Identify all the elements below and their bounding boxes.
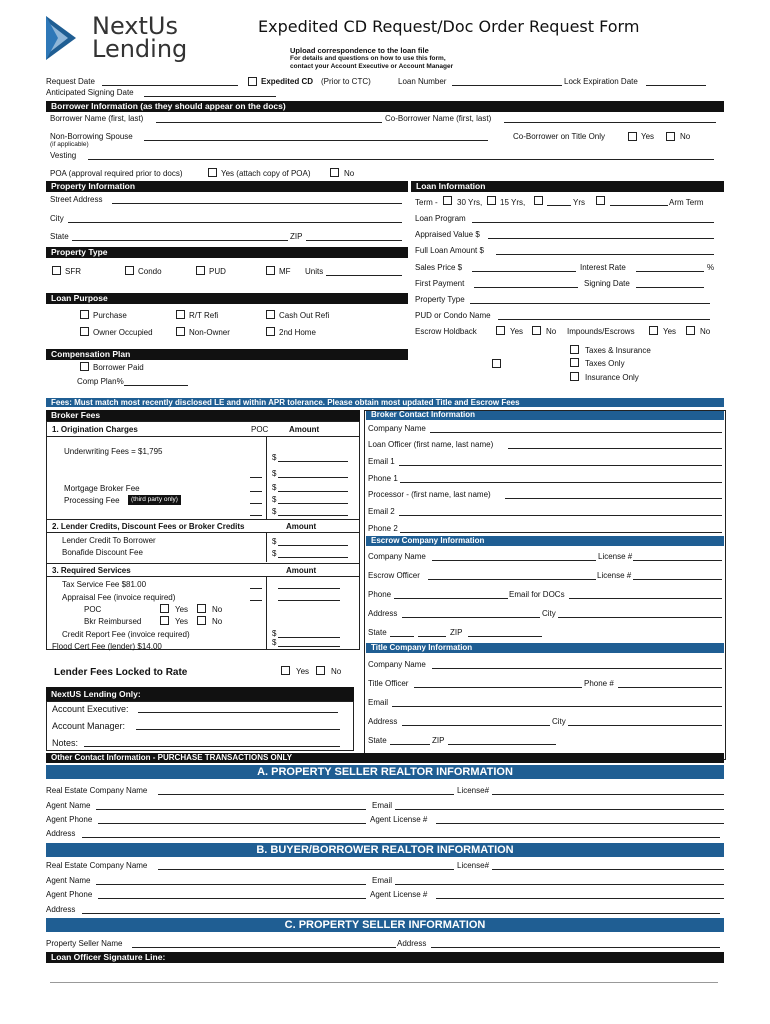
signing-date-label: Anticipated Signing Date	[46, 88, 134, 97]
locked-yes-label: Yes	[296, 667, 310, 676]
taxes-ins-label: Taxes & Insurance	[585, 346, 651, 355]
bc-phone2-label: Phone 2	[368, 524, 398, 533]
pud-condo-field[interactable]	[498, 311, 710, 320]
holdback-no-label: No	[546, 327, 557, 336]
interest-field[interactable]	[636, 263, 704, 272]
second-home-label: 2nd Home	[279, 328, 316, 337]
tc-address-label: Address	[368, 717, 398, 726]
vesting-field[interactable]	[88, 151, 714, 160]
credit-report-label: Credit Report Fee (invoice required)	[62, 630, 190, 639]
c-address-label: Address	[397, 939, 427, 948]
pud-condo-label: PUD or Condo Name	[415, 311, 491, 320]
mbf-amount-field[interactable]	[278, 483, 348, 492]
comp-bar: Compensation Plan	[46, 349, 408, 360]
orig-label: 1. Origination Charges	[52, 425, 138, 434]
coborrower-name-label: Co-Borrower Name (first, last)	[385, 114, 492, 123]
locked-no-label: No	[331, 667, 342, 676]
poa-no-label: No	[344, 169, 355, 178]
broker-contact-bar: Broker Contact Information	[366, 410, 724, 420]
dollar-4: $	[272, 495, 277, 504]
property-bar: Property Information	[46, 181, 408, 192]
esc-license-label: License #	[598, 552, 633, 561]
divider	[266, 532, 267, 562]
b-email-field[interactable]	[395, 876, 724, 885]
units-field[interactable]	[326, 267, 402, 276]
c-address-field[interactable]	[431, 939, 720, 948]
esc-state-field[interactable]	[390, 628, 414, 637]
impounds-no-label: No	[700, 327, 711, 336]
tc-company-label: Company Name	[368, 660, 426, 669]
state-label: State	[50, 232, 69, 241]
first-payment-field[interactable]	[474, 279, 578, 288]
am-label: Account Manager:	[52, 721, 126, 731]
a-agent-license-label: Agent License #	[370, 815, 428, 824]
esc-state-label: State	[368, 628, 387, 637]
a-license-label: License#	[457, 786, 490, 795]
bc-lo-field[interactable]	[508, 440, 722, 449]
esc-phone-field[interactable]	[394, 590, 508, 599]
dollar-8: $	[272, 629, 277, 638]
flood-field[interactable]	[278, 638, 340, 647]
nbs-field[interactable]	[144, 132, 488, 141]
mbf-poc-field[interactable]	[250, 483, 262, 492]
tc-company-field[interactable]	[432, 660, 722, 669]
extra-amount-field[interactable]	[278, 507, 348, 516]
esc-email-docs-field[interactable]	[569, 590, 722, 599]
city-label: City	[50, 214, 64, 223]
tc-email-label: Email	[368, 698, 389, 707]
comp-plan-field[interactable]	[124, 377, 188, 386]
arm-term-field[interactable]	[610, 197, 668, 206]
credit-report-field[interactable]	[278, 629, 340, 638]
amount-header-2: Amount	[286, 522, 317, 531]
bc-phone-field[interactable]	[400, 474, 722, 483]
third-party-badge: (third party only)	[128, 495, 181, 505]
esc-officer-field[interactable]	[428, 571, 596, 580]
a-agent-label: Agent Name	[46, 801, 91, 810]
city-field[interactable]	[68, 214, 402, 223]
arm-term-label: Arm Term	[669, 198, 704, 207]
impounds-yes-checkbox[interactable]	[649, 326, 658, 335]
esc-phone-label: Phone	[368, 590, 392, 599]
borrower-name-field[interactable]	[156, 114, 382, 123]
signing-date-field[interactable]	[144, 88, 276, 97]
esc-license-field[interactable]	[633, 552, 722, 561]
lock-exp-label: Lock Expiration Date	[564, 77, 638, 86]
taxes-only-left-checkbox[interactable]	[492, 359, 501, 368]
dollar-3: $	[272, 483, 277, 492]
holdback-yes-label: Yes	[510, 327, 524, 336]
state-field[interactable]	[72, 232, 288, 241]
b-license-field[interactable]	[492, 861, 724, 870]
mortgage-broker-label: Mortgage Broker Fee	[64, 484, 140, 493]
appraisal-amount-field[interactable]	[278, 592, 340, 601]
term-years-field[interactable]	[547, 197, 571, 206]
bc-lo-label: Loan Officer (first name, last name)	[368, 440, 494, 449]
expedited-cd-checkbox[interactable]	[248, 77, 257, 86]
street-field[interactable]	[112, 195, 402, 204]
first-payment-label: First Payment	[415, 279, 465, 288]
b-company-field[interactable]	[158, 861, 454, 870]
am-field[interactable]	[136, 721, 340, 730]
condo-label: Condo	[138, 267, 162, 276]
loan-program-field[interactable]	[472, 214, 714, 223]
purchase-checkbox[interactable]	[80, 310, 89, 319]
logo-mark-icon	[44, 14, 78, 62]
nonowner-label: Non-Owner	[189, 328, 230, 337]
a-agent-field[interactable]	[96, 801, 366, 810]
bc-processor-label: Processor - (first name, last name)	[368, 490, 491, 499]
zip-label: ZIP	[290, 232, 303, 241]
prior-ctc-label: (Prior to CTC)	[321, 77, 371, 86]
condo-checkbox[interactable]	[125, 266, 134, 275]
flood-label: Flood Cert Fee (lender) $14.00	[52, 642, 162, 651]
esc-company-label: Company Name	[368, 552, 426, 561]
esc-city-label: City	[542, 609, 556, 618]
borrower-paid-checkbox[interactable]	[80, 362, 89, 371]
street-label: Street Address	[50, 195, 103, 204]
tax-service-label: Tax Service Fee $81.00	[62, 580, 147, 589]
uw-amount-field[interactable]	[278, 453, 348, 462]
proc-poc-field[interactable]	[250, 495, 262, 504]
processing-label: Processing Fee	[64, 496, 120, 505]
a-phone-label: Agent Phone	[46, 815, 93, 824]
bc-email2-field[interactable]	[399, 507, 722, 516]
borrower-name-label: Borrower Name (first, last)	[50, 114, 144, 123]
term-label: Term -	[415, 198, 438, 207]
logo	[44, 14, 244, 64]
expedited-cd-label: Expedited CD	[261, 77, 314, 86]
request-date-field[interactable]	[102, 77, 238, 86]
loan-program-label: Loan Program	[415, 214, 466, 223]
divider	[266, 436, 267, 519]
b-email-label: Email	[372, 876, 393, 885]
co-title-label: Co-Borrower on Title Only	[513, 132, 606, 141]
interest-label: Interest Rate	[580, 263, 626, 272]
a-license-field[interactable]	[492, 786, 724, 795]
term-30-checkbox[interactable]	[443, 196, 452, 205]
poc-no-checkbox[interactable]	[197, 604, 206, 613]
bc-email2-label: Email 2	[368, 507, 395, 516]
b-license-label: License#	[457, 861, 490, 870]
full-amount-field[interactable]	[496, 246, 714, 255]
esc-email-docs-label: Email for DOCs	[509, 590, 565, 599]
tc-phone-label: Phone #	[584, 679, 614, 688]
subtitle-2: For details and questions on how to use this form,	[290, 55, 446, 62]
escrow-bar: Escrow Company Information	[366, 536, 724, 546]
form-title: Expedited CD Request/Doc Order Request Form	[258, 17, 640, 36]
tc-phone-field[interactable]	[618, 679, 722, 688]
section-a-bar: A. PROPERTY SELLER REALTOR INFORMATION	[46, 765, 724, 779]
amount-header-3: Amount	[286, 566, 317, 575]
dollar-9: $	[272, 638, 277, 647]
rt-checkbox[interactable]	[176, 310, 185, 319]
poc-header: POC	[251, 425, 269, 434]
mf-checkbox[interactable]	[266, 266, 275, 275]
owner-label: Owner Occupied	[93, 328, 153, 337]
tc-state-field[interactable]	[390, 736, 430, 745]
appraisal-label: Appraisal Fee (invoice required)	[62, 593, 176, 602]
pud-checkbox[interactable]	[196, 266, 205, 275]
ins-only-checkbox[interactable]	[570, 372, 579, 381]
a-email-field[interactable]	[395, 801, 724, 810]
amount-header-1: Amount	[289, 425, 320, 434]
zip-field[interactable]	[306, 232, 402, 241]
nonowner-checkbox[interactable]	[176, 327, 185, 336]
cashout-checkbox[interactable]	[266, 310, 275, 319]
b-agent-label: Agent Name	[46, 876, 91, 885]
full-amount-label: Full Loan Amount $	[415, 246, 484, 255]
poa-yes-checkbox[interactable]	[208, 168, 217, 177]
bc-company-field[interactable]	[430, 424, 722, 433]
locked-yes-checkbox[interactable]	[281, 666, 290, 675]
notes-label: Notes:	[52, 738, 79, 748]
loan-number-field[interactable]	[452, 77, 562, 86]
poc-label: POC	[84, 605, 102, 614]
b-agent-license-label: Agent License #	[370, 890, 428, 899]
section-b-bar: B. BUYER/BORROWER REALTOR INFORMATION	[46, 843, 724, 857]
title-co-bar: Title Company Information	[366, 643, 724, 653]
logo-text-2: Lending	[92, 35, 188, 63]
signature-field[interactable]	[50, 974, 718, 983]
subtitle-1: Upload correspondence to the loan file	[290, 46, 429, 55]
bkr-no-label: No	[212, 617, 223, 626]
prop-type-label: Property Type	[415, 295, 465, 304]
locked-no-checkbox[interactable]	[316, 666, 325, 675]
esc-city-field[interactable]	[558, 609, 722, 618]
other-contact-bar: Other Contact Information - PURCHASE TRANSACTIONS ONLY	[46, 753, 724, 763]
appraised-field[interactable]	[488, 230, 714, 239]
if-applicable-label: (if applicable)	[50, 141, 89, 148]
bc-phone-label: Phone 1	[368, 474, 398, 483]
tc-address-field[interactable]	[402, 717, 550, 726]
c-seller-field[interactable]	[132, 939, 396, 948]
dollar-7: $	[272, 549, 277, 558]
tax-poc-field[interactable]	[250, 580, 262, 589]
bkr-yes-label: Yes	[175, 617, 189, 626]
a-email-label: Email	[372, 801, 393, 810]
purpose-bar: Loan Purpose	[46, 293, 408, 304]
divider	[46, 576, 360, 577]
impounds-no-checkbox[interactable]	[686, 326, 695, 335]
c-seller-label: Property Seller Name	[46, 939, 123, 948]
term-30-label: 30 Yrs,	[457, 198, 483, 207]
term-15-label: 15 Yrs,	[500, 198, 526, 207]
signing-label: Signing Date	[584, 279, 630, 288]
underwriting-label: Underwriting Fees = $1,795	[64, 447, 163, 456]
prop-type-field[interactable]	[470, 295, 710, 304]
property-type-bar: Property Type	[46, 247, 408, 258]
fees-banner: Fees: Must match most recently disclosed LE and within APR tolerance. Please obtain most updated Title and Escrow Fees	[46, 398, 724, 407]
lock-exp-field[interactable]	[646, 77, 706, 86]
a-company-field[interactable]	[158, 786, 454, 795]
impounds-yes-label: Yes	[663, 327, 677, 336]
poc-no-label: No	[212, 605, 223, 614]
taxes-ins-checkbox[interactable]	[570, 345, 579, 354]
escrow-hold-label: Escrow Holdback	[415, 327, 477, 336]
coborrower-name-field[interactable]	[504, 114, 716, 123]
divider	[46, 532, 360, 533]
tc-officer-field[interactable]	[414, 679, 582, 688]
b-company-label: Real Estate Company Name	[46, 861, 148, 870]
tc-zip-label: ZIP	[432, 736, 445, 745]
loan-number-label: Loan Number	[398, 77, 447, 86]
esc-officer-label: Escrow Officer	[368, 571, 420, 580]
pct-label: %	[707, 263, 715, 272]
term-other-checkbox[interactable]	[534, 196, 543, 205]
taxes-only-label: Taxes Only	[585, 359, 625, 368]
poc-yes-checkbox[interactable]	[160, 604, 169, 613]
ae-label: Account Executive:	[52, 704, 129, 714]
borrower-paid-label: Borrower Paid	[93, 363, 144, 372]
bonafide-field[interactable]	[278, 549, 348, 558]
a-address-field[interactable]	[82, 829, 720, 838]
yrs-label: Yrs	[573, 198, 585, 207]
taxes-only-checkbox[interactable]	[570, 358, 579, 367]
divider	[46, 563, 360, 564]
cashout-label: Cash Out Refi	[279, 311, 330, 320]
esc-company-field[interactable]	[432, 552, 596, 561]
poc-yes-label: Yes	[175, 605, 189, 614]
tc-city-label: City	[552, 717, 566, 726]
arm-checkbox[interactable]	[596, 196, 605, 205]
a-company-label: Real Estate Company Name	[46, 786, 148, 795]
bc-email-field[interactable]	[399, 457, 722, 466]
co-title-no-label: No	[680, 132, 691, 141]
request-date-label: Request Date	[46, 77, 95, 86]
units-label: Units	[305, 267, 324, 276]
mf-label: MF	[279, 267, 291, 276]
poa-label: POA (approval required prior to docs)	[50, 169, 183, 178]
signature-bar: Loan Officer Signature Line:	[46, 952, 724, 963]
appraised-label: Appraised Value $	[415, 230, 480, 239]
nextus-bar: NextUS Lending Only:	[46, 687, 354, 701]
esc-zip-label: ZIP	[450, 628, 463, 637]
subtitle-3: contact your Account Executive or Account Manager	[290, 63, 454, 70]
broker-fees-bar: Broker Fees	[46, 410, 360, 421]
credit-borrower-label: Lender Credit To Borrower	[62, 536, 156, 545]
bc-phone2-field[interactable]	[400, 524, 722, 533]
dollar-2: $	[272, 469, 277, 478]
a-phone-field[interactable]	[98, 815, 366, 824]
signing-field[interactable]	[636, 279, 704, 288]
extra-poc-field[interactable]	[250, 507, 262, 516]
credit-borrower-field[interactable]	[278, 537, 348, 546]
pud-label: PUD	[209, 267, 226, 276]
sales-price-field[interactable]	[472, 263, 576, 272]
poa-yes-label: Yes (attach copy of POA)	[221, 169, 311, 178]
b-phone-label: Agent Phone	[46, 890, 93, 899]
vesting-label: Vesting	[50, 151, 77, 160]
sfr-label: SFR	[65, 267, 81, 276]
bc-email-label: Email 1	[368, 457, 395, 466]
b-address-field[interactable]	[82, 905, 720, 914]
bkr-no-checkbox[interactable]	[197, 616, 206, 625]
co-title-no-checkbox[interactable]	[666, 132, 675, 141]
a-address-label: Address	[46, 829, 76, 838]
term-15-checkbox[interactable]	[487, 196, 496, 205]
dollar-1: $	[272, 453, 277, 462]
bkr-reimb-label: Bkr Reimbursed	[84, 617, 142, 626]
b-agent-field[interactable]	[96, 876, 366, 885]
tax-amount-field[interactable]	[278, 580, 340, 589]
rt-label: R/T Refi	[189, 311, 219, 320]
dollar-6: $	[272, 537, 277, 546]
divider	[266, 576, 267, 650]
notes-field[interactable]	[84, 738, 340, 747]
esc-license2-label: License #	[597, 571, 632, 580]
fee-amount-field-2[interactable]	[278, 469, 348, 478]
bc-company-label: Company Name	[368, 424, 426, 433]
owner-checkbox[interactable]	[80, 327, 89, 336]
lender-credits-label: 2. Lender Credits, Discount Fees or Broker Credits	[52, 522, 245, 531]
tc-email-field[interactable]	[392, 698, 722, 707]
sales-price-label: Sales Price $	[415, 263, 463, 272]
co-title-yes-label: Yes	[641, 132, 655, 141]
proc-amount-field[interactable]	[278, 495, 348, 504]
bkr-yes-checkbox[interactable]	[160, 616, 169, 625]
impounds-label: Impounds/Escrows	[567, 327, 635, 336]
uw-poc-field[interactable]	[250, 469, 262, 478]
b-phone-field[interactable]	[98, 890, 366, 899]
bonafide-label: Bonafide Discount Fee	[62, 548, 143, 557]
esc-state2-field[interactable]	[418, 628, 446, 637]
tc-city-field[interactable]	[568, 717, 722, 726]
section-c-bar: C. PROPERTY SELLER INFORMATION	[46, 918, 724, 932]
co-title-yes-checkbox[interactable]	[628, 132, 637, 141]
sfr-checkbox[interactable]	[52, 266, 61, 275]
nbs-label: Non-Borrowing Spouse	[50, 132, 133, 141]
locked-label: Lender Fees Locked to Rate	[54, 667, 188, 678]
tc-zip-field[interactable]	[448, 736, 556, 745]
tc-state-label: State	[368, 736, 387, 745]
divider	[46, 519, 360, 520]
bc-processor-field[interactable]	[505, 490, 722, 499]
holdback-no-checkbox[interactable]	[532, 326, 541, 335]
esc-address-label: Address	[368, 609, 398, 618]
a-agent-license-field[interactable]	[436, 815, 724, 824]
comp-plan-label: Comp Plan%	[77, 377, 124, 386]
esc-license2-field[interactable]	[633, 571, 722, 580]
b-address-label: Address	[46, 905, 76, 914]
ae-field[interactable]	[138, 704, 338, 713]
esc-address-field[interactable]	[402, 609, 540, 618]
dollar-5: $	[272, 507, 277, 516]
logo-text-1: NextUs	[92, 12, 178, 40]
esc-zip-field[interactable]	[468, 628, 542, 637]
required-label: 3. Required Services	[52, 566, 131, 575]
loan-bar: Loan Information	[411, 181, 724, 192]
tc-officer-label: Title Officer	[368, 679, 409, 688]
borrower-bar: Borrower Information (as they should appear on the docs)	[46, 101, 724, 112]
ins-only-label: Insurance Only	[585, 373, 639, 382]
holdback-yes-checkbox[interactable]	[496, 326, 505, 335]
appraisal-poc-field[interactable]	[250, 592, 262, 601]
b-agent-license-field[interactable]	[436, 890, 724, 899]
purchase-label: Purchase	[93, 311, 127, 320]
second-home-checkbox[interactable]	[266, 327, 275, 336]
poa-no-checkbox[interactable]	[330, 168, 339, 177]
divider	[46, 436, 360, 437]
